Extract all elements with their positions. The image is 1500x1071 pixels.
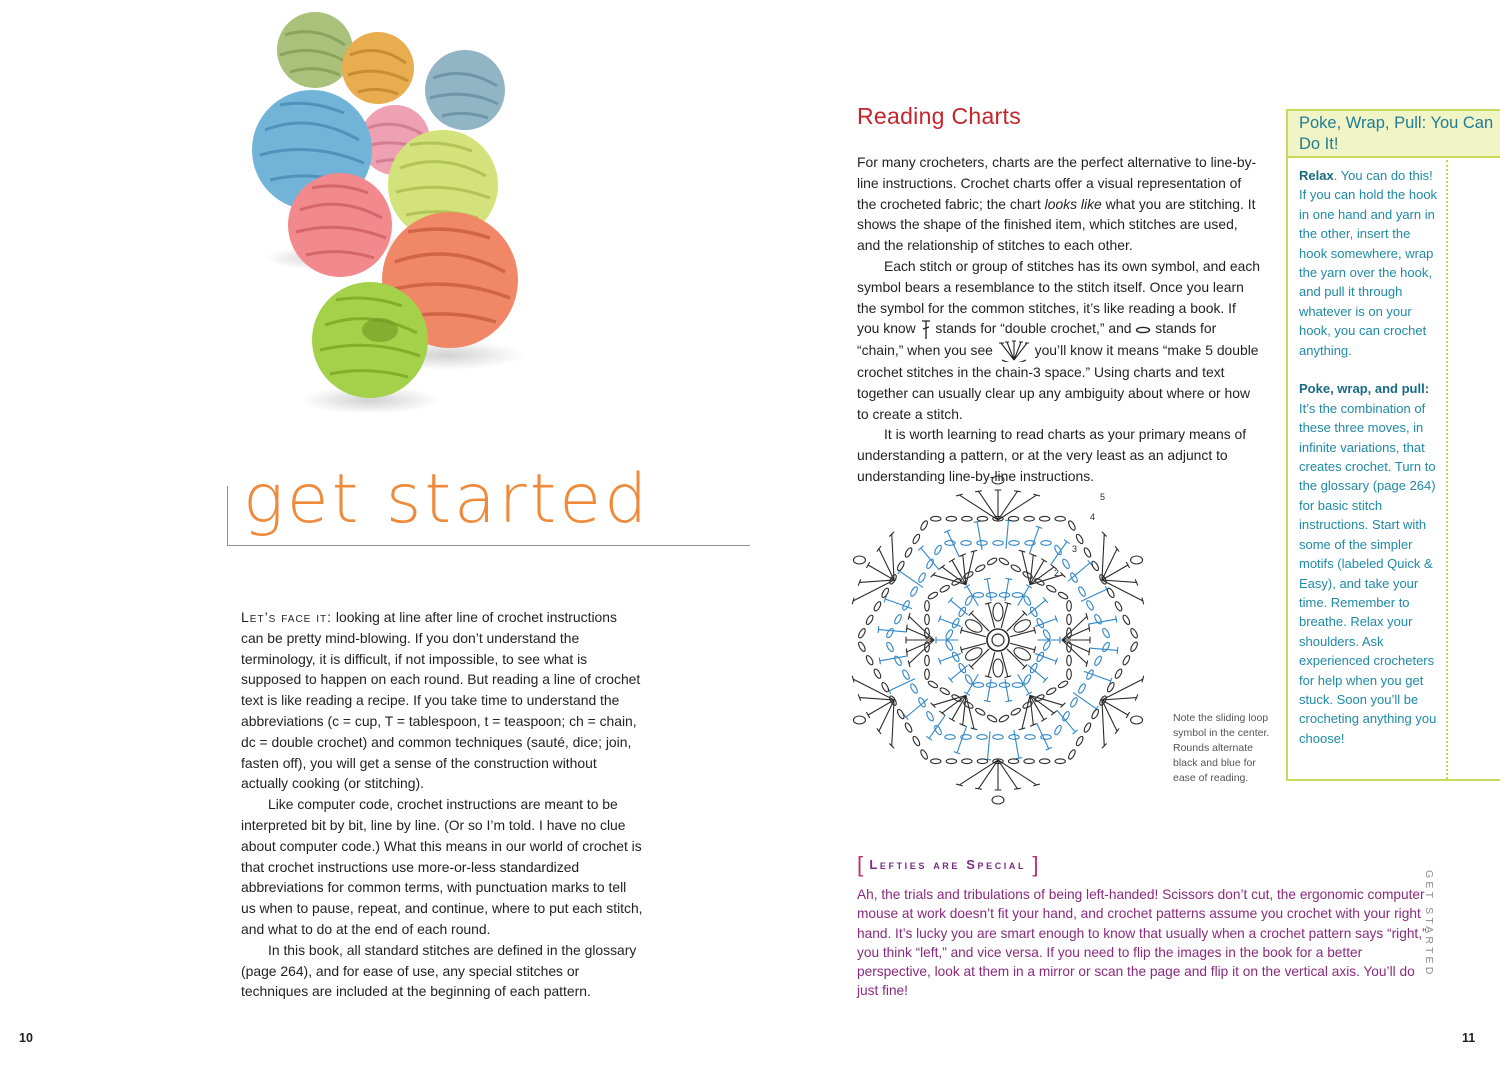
chart-round-label: 3 [1072,544,1078,554]
round-3-fan [966,695,974,728]
round-5-chain [1083,722,1092,733]
sidebar-poke-text: It’s the combination of these three moves, in infinite variations, that creates crochet. Turn to the glossary (page 264) for basic stitch instructions. Start with some of the simpler motifs (labeled Quick & Easy), and take your time. Remember to breathe. Relax your shoulders. Ask experienced crocheters for help when you get stuck. Soon you’ll be crocheting anything you choose! [1299,400,1437,746]
p2-part-a: Each stitch or group of stitches has its own symbol, and each symbol bears a resemblance to the stitch itself. Once you learn the symbol for the common stitches, it’s like reading a book. If you know [857,257,1261,337]
crochet-chart-diagram [828,470,1168,812]
intro-lead: Let’s face it: [241,609,333,625]
round-4-stitch [1064,540,1069,543]
round-2-stitch [967,675,978,694]
round-4-chain [1009,541,1019,546]
round-3-fan [909,640,934,664]
bracket-close: ] [1032,852,1039,877]
round-3-fan [1086,661,1088,667]
round-3-chain [986,714,997,723]
round-3-fan [1022,695,1030,728]
round-5-chain [1008,516,1018,521]
round-4-chain [893,614,902,625]
round-1-stitch [1007,649,1025,667]
round-5-chain [1122,655,1131,666]
round-4-chain [1101,627,1110,638]
round-1-petal [993,603,1003,621]
round-5-chain [857,628,866,639]
round-5-chain [1008,759,1018,764]
round-2-stitch [1006,578,1012,579]
round-4-chain [1069,697,1078,708]
chart-caption: Note the sliding loop symbol in the center. Rounds alternate black and blue for ease of reading. [1173,712,1270,784]
round-3-fan [966,551,974,584]
round-5-chain [1091,560,1100,571]
round-3-fan [1086,613,1088,619]
round-2-chain [1012,683,1022,688]
yarn-ball-sage [277,12,353,88]
intro-paragraph-3: In this book, all standard stitches are defined in the glossary (page 264), and for ease of use, any special stitches or techniques are included at the beginning of each pattern. [241,941,637,1000]
round-4-chain [885,641,894,652]
round-4-chain [1053,724,1062,735]
round-4-stitch [1090,648,1118,650]
sidebar-relax-lead: Relax [1299,168,1334,183]
round-1-stitch [985,603,991,605]
round-4-stitch [878,627,879,633]
sidebar-relax-text: . You can do this! If you can hold the hook in one hand and yarn in the other, insert the hook somewhere, wrap the yarn over the hook, and pull it through whatever is on your hook, you can crochet anything. [1299,168,1438,358]
round-5-chain [1114,601,1123,612]
round-3-chain [1067,614,1072,624]
running-head: GET STARTED [1423,870,1435,978]
chart-round-label: 2 [1054,568,1060,578]
round-3-chain [1067,669,1072,679]
round-2-chain [964,595,973,606]
round-5-fan [1014,788,1020,789]
round-5-chain [873,668,882,679]
sidebar-box [1286,109,1500,781]
round-5-chain [1067,520,1076,531]
lefties-text: Ah, the trials and tribulations of being left-handed! Scissors don’t cut, the ergonomic computer mouse at work doesn’t fit your hand, and crochet patterns assume you crochet with your right hand. It’s lucky you are smart enough to know that usually when a crochet pattern says “right,” you think “left,” and vice versa. If you need to flip the images in the book for a better perspective, look at them in a mirror or scan the page and flip it on the vertical axis. You’ll do just fine! [857,887,1427,999]
round-3-fan [1062,628,1089,640]
round-5-chain [962,516,972,521]
round-4-chain [901,669,910,680]
yarn-ball-mustard [342,32,414,104]
sidebar-poke-paragraph [1299,379,1439,748]
round-1-petal [1012,617,1033,635]
round-3-fan [907,628,934,640]
round-5-fan [976,491,982,492]
round-5-chain [977,759,987,764]
round-2-chain [973,683,983,688]
round-3-fan [1062,640,1089,652]
yarn-balls-photo [230,0,710,490]
round-3-chain [925,669,930,679]
round-3-fan [1019,728,1025,730]
round-3-chain [939,584,950,593]
round-4-stitch [1089,619,1117,624]
round-3-fan [909,616,934,640]
round-3-chain [925,655,930,665]
round-1-stitch [1005,676,1011,678]
round-2-chain [1023,595,1032,606]
round-4-stitch [947,531,959,556]
round-3-chain [998,714,1009,723]
round-5-fan [852,598,854,604]
round-2-stitch [940,619,961,627]
round-3-chain [1067,655,1072,665]
round-2-chain [986,593,996,598]
round-4-stitch [880,656,908,661]
round-5-chain [920,520,929,531]
round-4-stitch [1051,542,1067,565]
round-5-chain [865,655,874,666]
round-1-petal [993,659,1003,677]
round-4-chain [1009,735,1019,740]
round-1-stitch [1034,647,1036,653]
lefties-heading-text: Lefties are Special [869,857,1027,872]
page-number-left: 10 [19,1031,33,1045]
round-1-stitch [985,676,991,678]
round-2-stitch [967,586,978,605]
round-2-stitch [1006,701,1012,702]
round-5-chain [857,641,866,652]
round-2-chain [973,593,983,598]
round-2-stitch [984,701,990,702]
charts-paragraph-3: It is worth learning to read charts as your primary means of understanding a pattern, or at the very least as an adjunct to understanding line-by-line instructions. [857,426,1247,485]
round-2-stitch [1036,654,1057,662]
round-2-chain [945,629,954,640]
round-2-chain [999,593,1009,598]
round-3-chain [975,564,986,573]
round-2-chain [986,683,996,688]
round-4-chain [1041,541,1051,546]
intro-paragraph-1 [241,607,643,794]
p1-part-a: For many crocheters, charts are the perfect alternative to line-by-line instructions. Crochet charts offer a visual representation of the crocheted fabric; the chart [857,154,1257,212]
round-5-chain [881,587,890,598]
round-3-fan [971,550,977,552]
round-4-stitch [1117,647,1118,653]
round-3-fan [906,625,907,631]
reading-charts-text [857,152,1261,487]
round-5-fan [957,494,963,496]
intro-paragraph-2: Like computer code, crochet instructions are meant to be interpreted bit by bit, line by line. (Or so I’m told. I have no clue about computer code.) What this means in our world of crochet is that crochet instructions use more-or-less standardized abbreviations for common terms, with punctuation marks to tell us when to pause, repeat, and continue, where to put each stitch, and what to do at the end of each round. [241,796,643,937]
round-3-chain [927,680,938,689]
sidebar-poke-lead: Poke, wrap, and pull: [1299,381,1430,397]
round-5-chain [1114,668,1123,679]
p1-part-b: what you are stitching. It shows the shape of the finished item, which stitches are used, and the relationship of stitches to each other. [857,195,1256,254]
round-5-chain [1106,681,1115,692]
round-1-stitch [961,627,963,633]
bracket-open: [ [857,852,864,877]
round-1-petal [1012,645,1033,663]
yarn-ball-green [312,282,428,398]
round-2-stitch [984,578,990,579]
round-2-chain [1042,629,1051,640]
round-5-fan [892,534,894,580]
round-5-chain [931,516,941,521]
round-3-chain [1010,564,1021,573]
round-5-chain [962,759,972,764]
round-5-chain [904,547,913,558]
round-4-stitch [878,630,906,632]
round-4-chain [961,541,971,546]
intro-paragraph-1-text: looking at line after line of crochet instructions can be pretty mind-blowing. If you don’t understand the terminology, it is difficult, if not impossible, to see what is supposed to happen on each round. But reading a line of crochet text is like reading a recipe. If you take time to understand the abbreviations (c = cup, T = tablespoon, t = teaspoon; ch = chain, dc = double crochet) and common techniques (sauté, dice; join, fasten off), you will get a sense of the construction without actually cooking (or stitching). [241,609,641,792]
round-1-petal [963,645,984,663]
round-3-chain [975,707,986,716]
round-2-chain [1042,640,1051,651]
round-2-chain [1012,593,1022,598]
round-4-chain [977,541,987,546]
charts-paragraph-1 [857,152,1261,256]
round-5-chain [1024,759,1034,764]
round-5-chain [946,759,956,764]
round-3-fan [908,613,910,619]
sidebar-relax-paragraph [1299,166,1439,360]
page-number-right: 11 [1462,1031,1476,1045]
round-1-petal [963,617,984,635]
round-3-chain [1057,680,1068,689]
round-3-fan [971,728,977,730]
center-sliding-loop [987,629,1009,651]
round-5-fan [1102,534,1104,580]
yarn-ball-slate-blue [425,50,505,130]
round-5-chain [931,759,941,764]
p2-part-d: you’ll know it means “make 5 double crochet stitches in the chain-3 space.” Using charts and text together can usually clear up any ambiguity about where or how to create a stitch. [857,341,1259,422]
round-5-fan [1142,598,1144,604]
round-4-chain [1077,586,1086,597]
round-5-chain [1130,641,1139,652]
round-5-chain [946,516,956,521]
round-3-fan [1030,567,1054,585]
round-4-chain [993,735,1003,740]
title-rule [227,545,750,546]
round-4-stitch [1006,520,1008,548]
round-4-chain [1061,558,1070,569]
round-5-chain [896,560,905,571]
title-rule-vertical [227,486,228,546]
round-4-stitch [1116,616,1117,622]
yarn-ball-coral [288,173,392,277]
round-1-stitch [1005,603,1011,605]
round-5-chain [1130,628,1139,639]
round-1-stitch [1007,613,1025,631]
round-2-stitch [1036,619,1057,627]
round-5-chain [896,708,905,719]
round-5-chain [1091,708,1100,719]
round-3-fan [907,640,934,652]
round-3-chain [925,614,930,624]
p1-emphasis: looks like [1044,195,1102,212]
round-5-chain [912,533,921,544]
round-4-stitch [1057,710,1075,731]
corner-picot [1131,716,1143,724]
round-5-fan [979,760,998,789]
round-5-chain [1024,516,1034,521]
round-3-fan [1062,616,1087,640]
chapter-title: get started [243,460,651,539]
round-2-stitch [940,654,961,662]
round-3-fan [1062,640,1087,664]
round-5-fan [892,700,894,746]
round-5-chain [1055,759,1065,764]
round-4-chain [909,586,918,597]
round-2-chain [964,674,973,685]
double-crochet-symbol-icon [920,320,932,340]
round-5-fan [1034,494,1040,496]
sidebar-border-bottom [1286,779,1500,781]
round-3-fan [1089,625,1090,631]
round-4-chain [1085,600,1094,611]
sidebar-dotted-rule [1446,160,1448,779]
round-3-chain [927,591,938,600]
hexagon-motif-chart [828,470,1168,812]
round-5-chain [1039,759,1049,764]
round-3-fan [942,695,966,713]
round-5-fan [1102,700,1104,746]
round-4-stitch [974,521,980,522]
round-3-fan [1022,551,1030,584]
round-4-stitch [929,715,945,738]
round-5-chain [904,722,913,733]
chart-round-label: 4 [1090,512,1096,522]
round-5-chain [881,681,890,692]
corner-picot [1131,556,1143,564]
corner-picot [853,556,865,564]
round-4-stitch [988,732,990,760]
round-4-chain [1061,711,1070,722]
round-5-chain [1122,614,1131,625]
round-4-stitch [1068,563,1089,581]
round-2-stitch [1018,675,1029,694]
round-3-fan [1019,550,1025,552]
round-5-chain [1075,533,1084,544]
sidebar-body [1299,166,1439,768]
round-4-stitch [1037,723,1049,748]
round-4-chain [993,541,1003,546]
round-4-chain [1101,641,1110,652]
dc-fan-symbol-icon [997,340,1031,362]
p2-part-c: stands for “chain,” when you see [857,320,1217,358]
round-3-fan [908,661,910,667]
round-2-chain [945,640,954,651]
round-3-chain [1067,601,1072,611]
round-4-chain [1025,735,1035,740]
round-4-chain [933,544,942,555]
round-5-fan [998,760,1017,789]
round-4-chain [945,735,955,740]
sidebar-border-left [1286,158,1288,779]
round-1-stitch [971,649,989,667]
sidebar-title: Poke, Wrap, Pull: You Can Do It! [1299,114,1494,153]
round-5-fan [998,491,1017,520]
lefties-heading [857,852,1038,878]
round-4-chain [885,627,894,638]
round-4-stitch [879,658,880,664]
round-3-chain [1046,687,1057,696]
corner-picot [992,796,1004,804]
corner-picot [853,716,865,724]
round-3-chain [939,687,950,696]
round-2-stitch [1018,586,1029,605]
round-5-chain [977,516,987,521]
round-4-chain [909,683,918,694]
round-5-fan [852,676,854,682]
round-3-fan [942,567,966,585]
round-5-chain [1075,735,1084,746]
center-sliding-loop [992,634,1004,646]
corner-picot [992,476,1004,484]
round-3-chain [998,557,1009,566]
round-5-chain [1067,749,1076,760]
round-2-chain [999,683,1009,688]
round-1-stitch [961,647,963,653]
p2-part-b: stands for “double crochet,” and [935,320,1132,337]
round-4-chain [925,711,934,722]
round-3-fan [906,649,907,655]
round-5-fan [976,788,982,789]
intro-text [241,607,643,1002]
round-5-fan [1034,784,1040,786]
round-4-chain [917,572,926,583]
round-5-chain [1055,516,1065,521]
round-5-chain [920,749,929,760]
chart-round-label: 5 [1100,492,1106,502]
round-4-stitch [921,548,939,569]
round-5-chain [1039,516,1049,521]
round-4-chain [977,735,987,740]
round-4-chain [925,558,934,569]
round-3-chain [1046,584,1057,593]
round-5-fan [957,784,963,786]
round-1-stitch [971,613,989,631]
round-5-chain [865,614,874,625]
round-5-chain [1083,547,1092,558]
round-1-stitch [1034,627,1036,633]
chain-symbol-icon [1135,325,1151,335]
round-3-chain [1010,707,1021,716]
round-4-stitch [1016,758,1022,759]
round-5-chain [873,601,882,612]
round-3-chain [925,601,930,611]
charts-paragraph-2 [857,256,1261,424]
round-2-chain [1023,674,1032,685]
round-4-stitch [927,737,932,740]
round-5-fan [979,491,998,520]
round-3-fan [1030,695,1054,713]
round-3-chain [986,557,997,566]
round-3-fan [1089,649,1090,655]
round-4-stitch [906,699,927,717]
round-5-fan [1142,676,1144,682]
round-4-chain [1093,655,1102,666]
round-5-chain [912,735,921,746]
round-4-chain [1077,683,1086,694]
round-5-fan [1014,491,1020,492]
section-title: Reading Charts [857,103,1022,129]
round-5-chain [1106,587,1115,598]
round-3-chain [1057,591,1068,600]
